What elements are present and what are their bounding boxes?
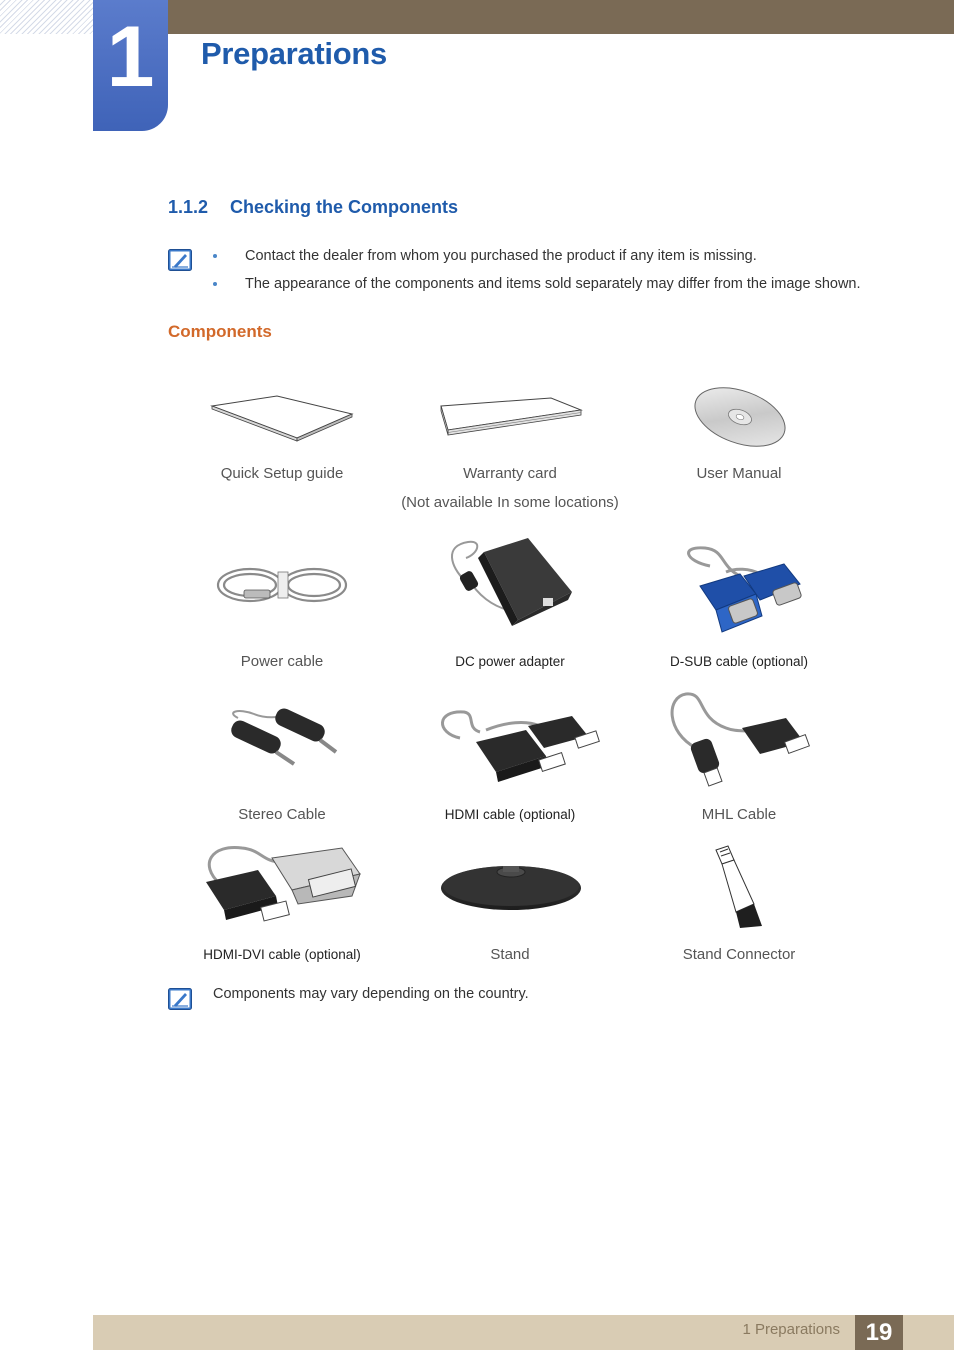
- component-sublabel: (Not available In some locations): [401, 494, 619, 511]
- note-icon: [168, 249, 192, 271]
- quick-setup-guide-icon: [207, 392, 357, 444]
- component-label: HDMI cable (optional): [444, 807, 576, 822]
- d-sub-cable-icon: [680, 546, 806, 634]
- bottom-note: Components may vary depending on the country.: [213, 986, 529, 1002]
- page-number: 19: [855, 1315, 903, 1350]
- warranty-card-icon: [436, 394, 586, 442]
- header-hatch-pattern: [0, 0, 93, 34]
- component-label: User Manual: [696, 465, 782, 482]
- stand-connector-icon: [710, 842, 768, 930]
- components-heading: Components: [168, 322, 272, 341]
- section-title: Checking the Components: [230, 197, 459, 217]
- component-label: MHL Cable: [701, 806, 777, 823]
- stereo-cable-icon: [224, 708, 340, 772]
- hdmi-cable-icon: [436, 708, 600, 786]
- bullet-icon: [213, 282, 217, 286]
- component-label: Power cable: [240, 653, 324, 670]
- section-heading: [168, 197, 458, 218]
- mhl-cable-icon: [666, 692, 810, 790]
- note-list: [213, 247, 861, 303]
- note-item: Contact the dealer from whom you purchased the product if any item is missing.: [213, 247, 861, 275]
- component-label: Stereo Cable: [238, 806, 326, 823]
- component-label: DC power adapter: [455, 654, 565, 669]
- stand-base-icon: [440, 858, 582, 914]
- bullet-icon: [213, 254, 217, 258]
- chapter-number-tab: 1: [93, 0, 168, 131]
- component-label: HDMI-DVI cable (optional): [203, 947, 361, 962]
- component-label: Warranty card: [463, 465, 557, 482]
- footer-chapter-label: 1 Preparations: [742, 1321, 840, 1338]
- note-item: The appearance of the components and items sold separately may differ from the image shown.: [213, 275, 861, 303]
- component-label: Stand: [490, 946, 530, 963]
- dc-power-adapter-icon: [448, 536, 574, 628]
- chapter-title: Preparations: [201, 36, 387, 71]
- power-cable-icon: [214, 560, 350, 610]
- component-label: Quick Setup guide: [220, 465, 344, 482]
- section-number: 1.1.2: [168, 197, 209, 217]
- component-label: Stand Connector: [682, 946, 796, 963]
- component-label: D-SUB cable (optional): [669, 654, 809, 669]
- header-bar: [168, 0, 954, 34]
- note-icon: [168, 988, 192, 1010]
- cd-disc-icon: [688, 386, 792, 448]
- hdmi-dvi-cable-icon: [202, 844, 362, 930]
